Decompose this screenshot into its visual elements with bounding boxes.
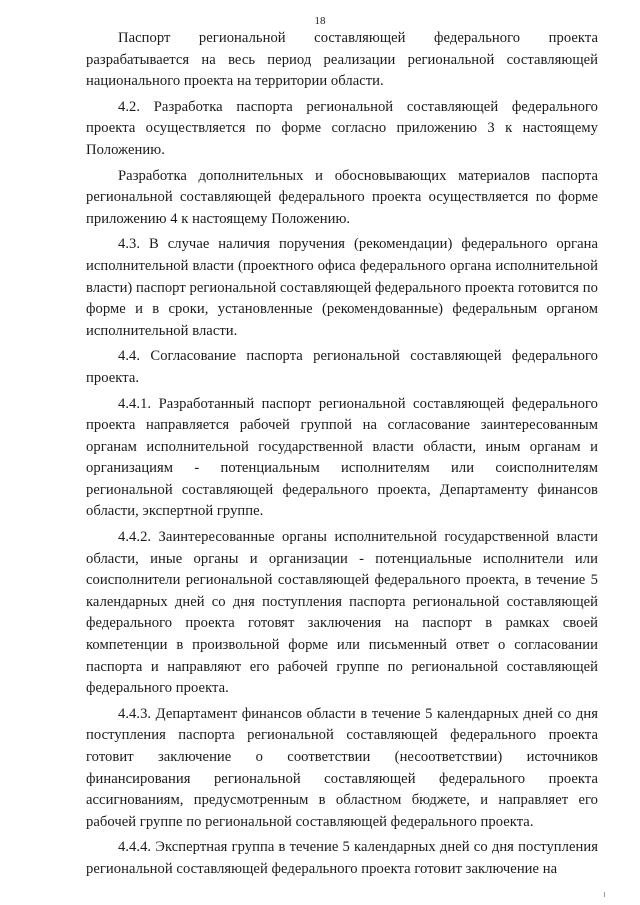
paragraph-4-2: 4.2. Разработка паспорта региональной составляющей федерального проекта осуществляется по форме согласно приложению 3 к настоящему Положению. [86, 98, 598, 158]
scan-artifact [604, 892, 605, 897]
paragraph-4-3: 4.3. В случае наличия поручения (рекомендации) федерального органа исполнительной власти (проектного офиса федерального органа исполнительной власти) паспорт региональной составляющей федерального проекта готовится по форме и в сроки, установленные (рекомендованные) федеральным органом исполнительной власти. [86, 236, 598, 339]
paragraph-4-4-4: 4.4.4. Экспертная группа в течение 5 календарных дней со дня поступления региональной составляющей федерального проекта готовит заключение на [86, 839, 598, 877]
paragraph-4-4-1: 4.4.1. Разработанный паспорт региональной составляющей федерального проекта направляется рабочей группой на согласование заинтересованным органам исполнительной государственной власти области, иным органам и организациям - потенциальным исполнителям или соисполнителям региональной составляющей федерального проекта, Департаменту финансов области, экспертной группе. [86, 395, 598, 520]
paragraph-passport-period: Паспорт региональной составляющей федерального проекта разрабатывается на весь период реализации региональной составляющей национального проекта на территории области. [86, 30, 598, 90]
paragraph-4-4: 4.4. Согласование паспорта региональной составляющей федерального проекта. [86, 348, 598, 386]
paragraph-4-4-3: 4.4.3. Департамент финансов области в течение 5 календарных дней со дня поступления паспорта региональной составляющей федерального проекта готовит заключение о соответствии (несоответствии) источников финансирования региональной составляющей федерального проекта ассигнованиям, предусмотренным в областном бюджете, и направляет его рабочей группе по региональной составляющей федерального проекта. [86, 705, 598, 830]
page-number: 18 [314, 15, 326, 27]
paragraph-4-4-2: 4.4.2. Заинтересованные органы исполнительной государственной власти области, иные органы и организации - потенциальные исполнители или соисполнители региональной составляющей федерального проекта, в течение 5 календарных дней со дня поступления паспорта региональной составляющей федерального проекта готовят заключения на паспорт в рамках своей компетенции в произвольной форме или письменный ответ о согласовании паспорта и направляют его рабочей группе по региональной составляющей федерального проекта. [86, 529, 598, 697]
document-body [86, 28, 598, 885]
paragraph-additional-materials: Разработка дополнительных и обосновывающих материалов паспорта региональной составляющей федерального проекта осуществляется по форме приложению 4 к настоящему Положению. [86, 167, 598, 227]
